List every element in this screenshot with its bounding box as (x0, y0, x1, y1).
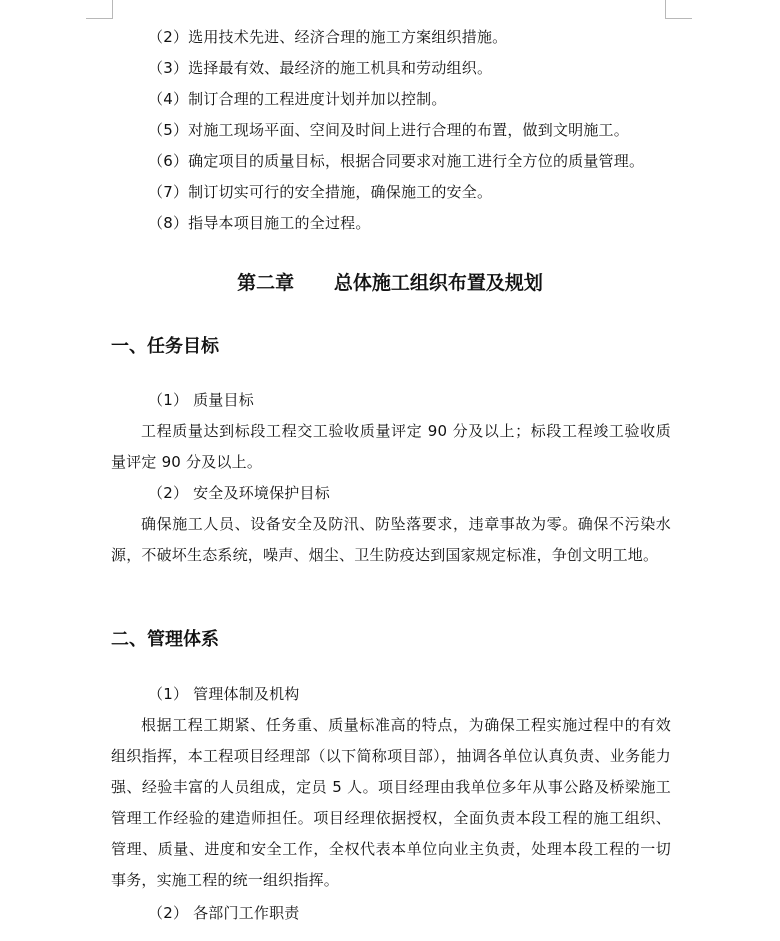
crop-mark-top-left (86, 0, 113, 19)
list-item: （6）确定项目的质量目标，根据合同要求对施工进行全方位的质量管理。 (148, 152, 645, 170)
subheading-quality-goal: （1） 质量目标 (148, 391, 254, 409)
list-item: （8）指导本项目施工的全过程。 (148, 214, 371, 232)
section-heading-task-goals: 一、任务目标 (111, 336, 219, 357)
list-item: （2）选用技术先进、经济合理的施工方案组织措施。 (148, 28, 508, 46)
list-item: （5）对施工现场平面、空间及时间上进行合理的布置，做到文明施工。 (148, 121, 629, 139)
section-heading-management-system: 二、管理体系 (111, 629, 219, 650)
paragraph-management-structure: 根据工程工期紧、任务重、质量标准高的特点，为确保工程实施过程中的有效组织指挥，本工程项目经理部（以下简称项目部），抽调各单位认真负责、业务能力强、经验丰富的人员组成，定员 5 人。项目经理由我单位多年从事公路及桥梁施工管理工作经验的建造师担任。项目经理依据授权，全面负责本段工程的施工组织、管理、质量、进度和安全工作，全权代表本单位向业主负责，处理本段工程的一切事务，实施工程的统一组织指挥。 (111, 716, 671, 889)
chapter-title: 第二章 总体施工组织布置及规划 (237, 272, 543, 294)
subheading-management-structure: （1） 管理体制及机构 (148, 685, 300, 703)
paragraph-quality-goal: 工程质量达到标段工程交工验收质量评定 90 分及以上；标段工程竣工验收质量评定 90 分及以上。 (111, 422, 671, 471)
paragraph-safety-environment-goal: 确保施工人员、设备安全及防汛、防坠落要求，违章事故为零。确保不污染水源，不破坏生态系统，噪声、烟尘、卫生防疫达到国家规定标准，争创文明工地。 (111, 515, 671, 564)
subheading-safety-environment-goal: （2） 安全及环境保护目标 (148, 484, 330, 502)
crop-mark-top-right (665, 0, 692, 19)
list-item: （3）选择最有效、最经济的施工机具和劳动组织。 (148, 59, 493, 77)
list-item: （7）制订切实可行的安全措施，确保施工的安全。 (148, 183, 493, 201)
list-item: （4）制订合理的工程进度计划并加以控制。 (148, 90, 447, 108)
subheading-department-duties: （2） 各部门工作职责 (148, 904, 300, 922)
